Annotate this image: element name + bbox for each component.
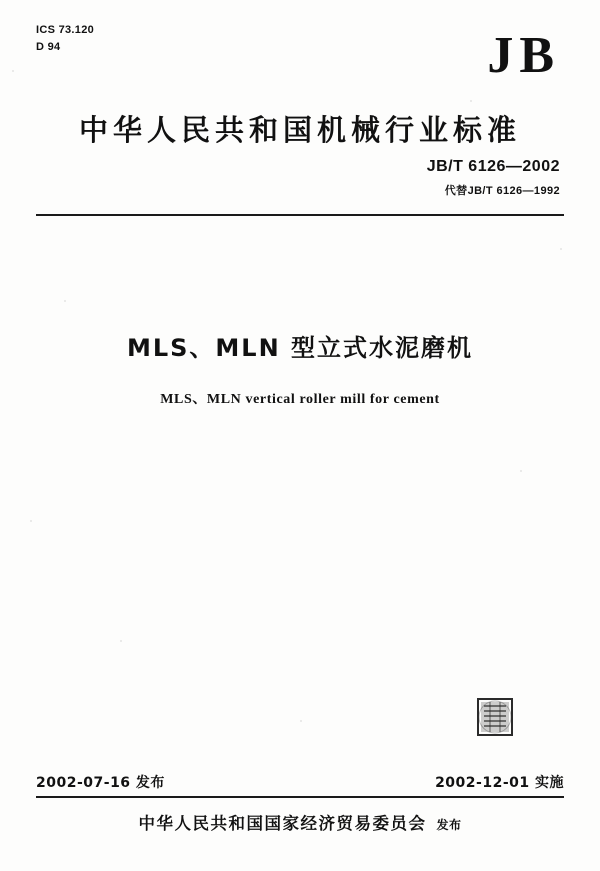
issue-date: 2002-07-16 发布 bbox=[36, 775, 165, 791]
scan-speck bbox=[300, 720, 302, 722]
scan-speck bbox=[12, 70, 14, 72]
ics-block bbox=[36, 22, 94, 56]
scan-speck bbox=[64, 300, 66, 302]
official-seal-icon bbox=[472, 694, 518, 740]
issuer-name: 中华人民共和国国家经济贸易委员会 bbox=[138, 814, 427, 833]
ics-code: ICS 73.120 bbox=[36, 24, 95, 36]
document-title-en: MLS、MLN vertical roller mill for cement bbox=[160, 392, 440, 407]
scan-speck bbox=[30, 520, 32, 522]
scan-speck bbox=[120, 640, 122, 642]
divider-bottom bbox=[36, 796, 564, 798]
effective-date: 2002-12-01 实施 bbox=[435, 775, 564, 791]
scan-speck bbox=[470, 100, 472, 102]
jb-logo: JB bbox=[487, 27, 560, 84]
document-title-cn: MLS、MLN 型立式水泥磨机 bbox=[126, 334, 474, 362]
dates-row bbox=[36, 772, 564, 792]
scan-speck bbox=[520, 470, 522, 472]
replaced-standard: 代替JB/T 6126—1992 bbox=[444, 185, 560, 197]
divider-top bbox=[36, 214, 564, 216]
issuer-line bbox=[0, 810, 600, 834]
classification-code: D 94 bbox=[36, 41, 61, 53]
publish-label: 发布 bbox=[436, 818, 462, 832]
standard-number: JB/T 6126—2002 bbox=[426, 158, 560, 175]
series-title: 中华人民共和国机械行业标准 bbox=[78, 113, 521, 147]
scan-speck bbox=[560, 248, 562, 250]
